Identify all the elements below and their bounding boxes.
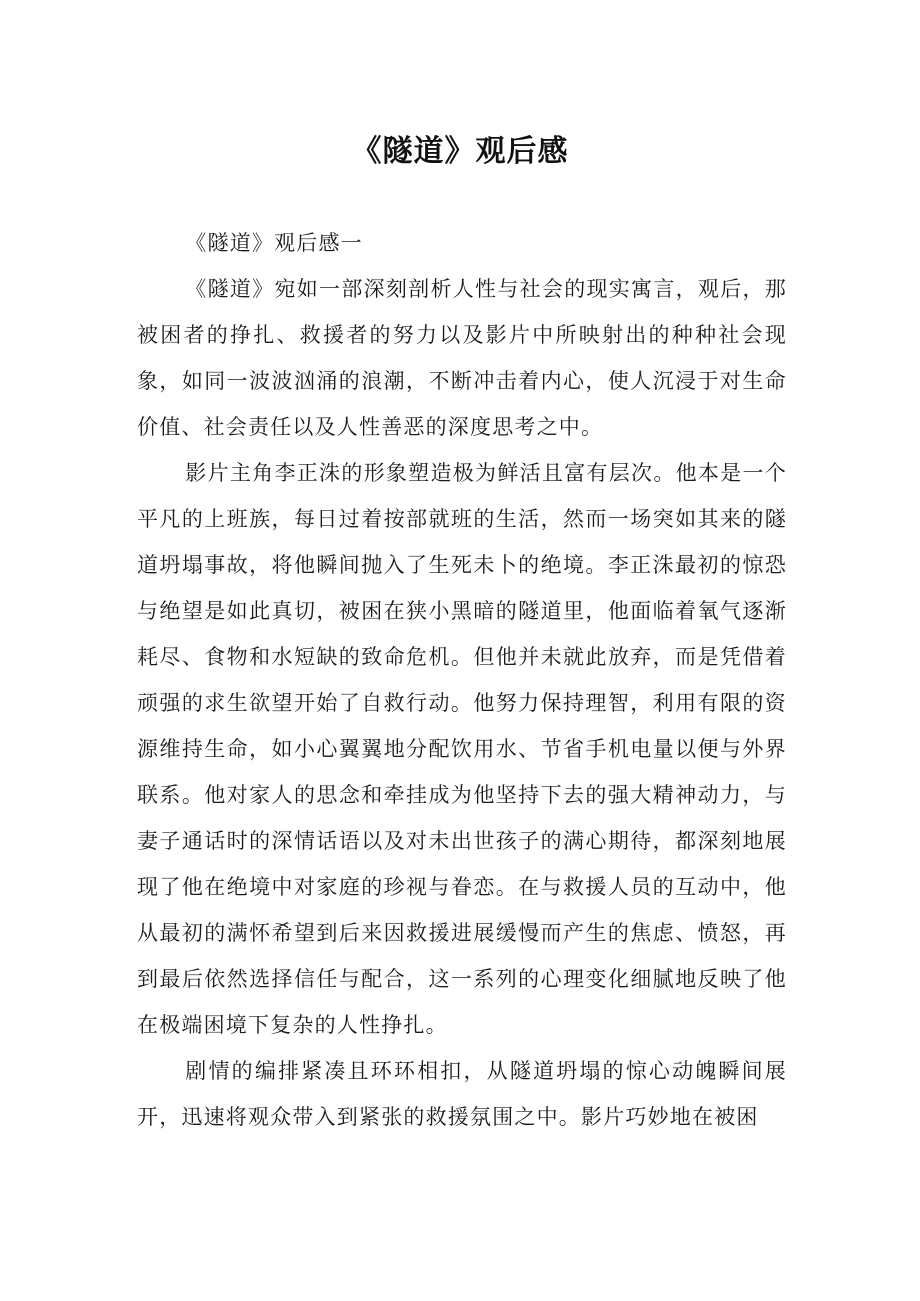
- section-subheading: 《隧道》观后感一: [185, 231, 363, 255]
- paragraph-plot: 剧情的编排紧凑且环环相扣，从隧道坍塌的惊心动魄瞬间展开，迅速将观众带入到紧张的救援氛围之中。影片巧妙地在被困: [137, 1059, 787, 1129]
- paragraph-protagonist: 影片主角李正洙的形象塑造极为鲜活且富有层次。他本是一个平凡的上班族，每日过着按部就班的生活，然而一场突如其来的隧道坍塌事故，将他瞬间抛入了生死未卜的绝境。李正洙最初的惊恐与绝望是如此真切，被困在狭小黑暗的隧道里，他面临着氧气逐渐耗尽、食物和水短缺的致命危机。但他并未就此放弃，而是凭借着顽强的求生欲望开始了自救行动。他努力保持理智，利用有限的资源维持生命，如小心翼翼地分配饮用水、节省手机电量以便与外界联系。他对家人的思念和牵挂成为他坚持下去的强大精神动力，与妻子通话时的深情话语以及对未出世孩子的满心期待，都深刻地展现了他在绝境中对家庭的珍视与眷恋。在与救援人员的互动中，他从最初的满怀希望到后来因救援进展缓慢而产生的焦虑、愤怒，再到最后依然选择信任与配合，这一系列的心理变化细腻地反映了他在极端困境下复杂的人性挣扎。: [137, 461, 787, 1037]
- document-body: [137, 220, 787, 1140]
- document-title: 《隧道》观后感: [351, 134, 569, 169]
- paragraph-intro: 《隧道》宛如一部深刻剖析人性与社会的现实寓言，观后，那被困者的挣扎、救援者的努力以及影片中所映射出的种种社会现象，如同一波波汹涌的浪潮，不断冲击着内心，使人沉浸于对生命价值、社会责任以及人性善恶的深度思考之中。: [137, 277, 787, 439]
